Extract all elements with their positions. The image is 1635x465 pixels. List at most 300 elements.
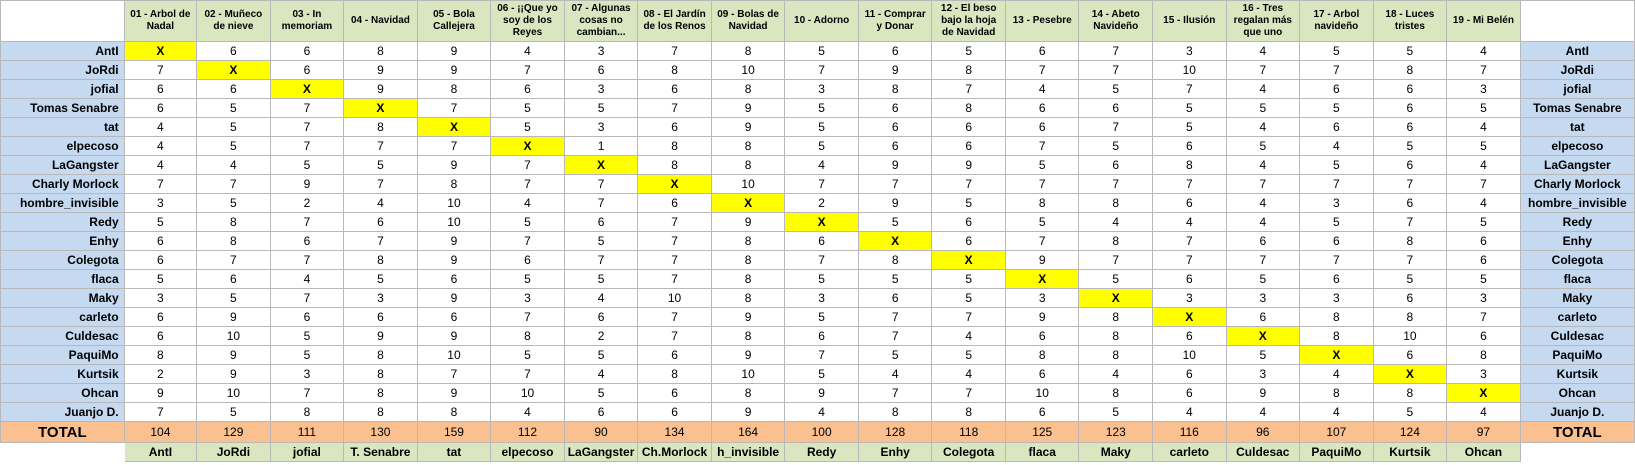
score-cell: 7 [270, 99, 344, 118]
score-cell: 7 [197, 251, 271, 270]
score-cell: 5 [491, 270, 565, 289]
score-cell: 3 [785, 289, 859, 308]
score-cell: 5 [270, 346, 344, 365]
score-cell: 6 [270, 61, 344, 80]
score-cell: 6 [932, 232, 1006, 251]
score-cell: 9 [417, 384, 491, 403]
score-cell: 4 [270, 270, 344, 289]
score-cell: 3 [1226, 365, 1300, 384]
score-cell: 6 [564, 308, 638, 327]
score-cell: 6 [564, 403, 638, 422]
voter-name: Ohcan [1, 384, 125, 403]
score-cell: 3 [1005, 289, 1079, 308]
score-cell: 5 [1005, 156, 1079, 175]
song-author: Kurtsik [1373, 443, 1447, 462]
table-row [1, 213, 1635, 232]
song-title-header [491, 1, 565, 42]
self-vote-mark: X [124, 42, 196, 61]
self-vote-mark: X [1153, 308, 1227, 327]
score-cell: 7 [785, 251, 859, 270]
table-row [1, 308, 1635, 327]
score-cell: 9 [197, 365, 271, 384]
self-vote-mark: X [785, 213, 859, 232]
score-cell: 5 [858, 213, 932, 232]
score-cell: 8 [344, 346, 418, 365]
score-cell: 4 [1447, 194, 1521, 213]
score-cell: 7 [858, 175, 932, 194]
score-cell: 8 [417, 175, 491, 194]
score-cell: 5 [124, 213, 196, 232]
score-cell: 3 [1300, 289, 1374, 308]
total-value: 116 [1153, 422, 1227, 443]
score-cell: 10 [417, 194, 491, 213]
score-cell: 9 [858, 194, 932, 213]
score-cell: 6 [785, 232, 859, 251]
score-cell: 4 [1447, 118, 1521, 137]
score-cell: 4 [1226, 194, 1300, 213]
score-cell: 4 [124, 118, 196, 137]
score-cell: 7 [1373, 175, 1447, 194]
score-cell: 6 [1447, 251, 1521, 270]
song-author: JoRdi [197, 443, 271, 462]
score-cell: 6 [1373, 289, 1447, 308]
score-cell: 5 [491, 346, 565, 365]
score-cell: 5 [564, 270, 638, 289]
score-cell: 8 [124, 346, 196, 365]
score-cell: 7 [417, 365, 491, 384]
score-cell: 7 [785, 346, 859, 365]
score-cell: 6 [932, 213, 1006, 232]
score-cell: 7 [1079, 118, 1153, 137]
score-cell: 4 [1226, 80, 1300, 99]
score-cell: 5 [932, 346, 1006, 365]
score-cell: 5 [564, 346, 638, 365]
score-cell: 7 [491, 232, 565, 251]
score-cell: 6 [1300, 232, 1374, 251]
table-row [1, 384, 1635, 403]
voter-name-right: carleto [1520, 308, 1634, 327]
self-vote-mark: X [344, 99, 418, 118]
score-cell: 9 [711, 213, 785, 232]
author-row-spacer-right [1520, 443, 1634, 462]
total-value: 128 [858, 422, 932, 443]
score-cell: 5 [564, 99, 638, 118]
score-cell: 6 [417, 270, 491, 289]
score-cell: 4 [124, 137, 196, 156]
score-cell: 8 [711, 80, 785, 99]
song-title: 02 - Muñeco de nieve [204, 9, 263, 32]
score-cell: 8 [344, 251, 418, 270]
voter-name: Colegota [1, 251, 125, 270]
song-author: h_invisible [711, 443, 785, 462]
total-value: 134 [638, 422, 712, 443]
score-cell: 3 [1447, 365, 1521, 384]
score-cell: 5 [197, 289, 271, 308]
score-cell: 8 [638, 61, 712, 80]
score-cell: 3 [785, 80, 859, 99]
score-cell: 5 [785, 137, 859, 156]
song-author: Ch.Morlock [638, 443, 712, 462]
score-cell: 4 [1447, 403, 1521, 422]
total-value: 104 [124, 422, 196, 443]
score-cell: 7 [638, 99, 712, 118]
score-cell: 4 [785, 156, 859, 175]
score-cell: 5 [785, 118, 859, 137]
score-cell: 8 [1300, 308, 1374, 327]
score-cell: 8 [1079, 384, 1153, 403]
score-cell: 6 [638, 194, 712, 213]
self-vote-mark: X [1373, 365, 1447, 384]
score-cell: 8 [1005, 194, 1079, 213]
score-cell: 8 [711, 289, 785, 308]
score-cell: 5 [1079, 403, 1153, 422]
score-cell: 5 [1447, 213, 1521, 232]
song-title: 19 - Mi Belén [1452, 15, 1514, 26]
score-cell: 8 [858, 251, 932, 270]
score-cell: 6 [270, 42, 344, 61]
song-author: PaquiMo [1300, 443, 1374, 462]
score-cell: 9 [197, 346, 271, 365]
score-cell: 10 [711, 61, 785, 80]
song-title-header [638, 1, 712, 42]
score-cell: 5 [932, 270, 1006, 289]
score-cell: 9 [1005, 251, 1079, 270]
score-cell: 6 [124, 251, 196, 270]
voter-name-right: Kurtsik [1520, 365, 1634, 384]
voter-name: jofial [1, 80, 125, 99]
score-cell: 7 [491, 61, 565, 80]
voter-name: Enhy [1, 232, 125, 251]
score-cell: 2 [270, 194, 344, 213]
score-cell: 5 [1153, 118, 1227, 137]
voter-name-right: Maky [1520, 289, 1634, 308]
voter-name-right: jofial [1520, 80, 1634, 99]
score-cell: 3 [124, 289, 196, 308]
score-cell: 6 [638, 346, 712, 365]
score-cell: 7 [1373, 251, 1447, 270]
score-cell: 4 [564, 289, 638, 308]
score-cell: 8 [1447, 346, 1521, 365]
score-cell: 5 [785, 42, 859, 61]
score-cell: 7 [1153, 80, 1227, 99]
score-cell: 5 [197, 194, 271, 213]
voter-name: elpecoso [1, 137, 125, 156]
score-cell: 4 [197, 156, 271, 175]
score-cell: 5 [932, 42, 1006, 61]
table-row [1, 251, 1635, 270]
score-cell: 7 [1226, 61, 1300, 80]
score-cell: 6 [197, 270, 271, 289]
score-cell: 8 [270, 403, 344, 422]
song-title-header [344, 1, 418, 42]
song-title: 17 - Arbol navideño [1313, 9, 1360, 32]
score-cell: 6 [932, 118, 1006, 137]
voter-name: carleto [1, 308, 125, 327]
score-cell: 9 [417, 61, 491, 80]
score-cell: 7 [270, 137, 344, 156]
score-cell: 7 [270, 384, 344, 403]
header-row [1, 1, 1635, 42]
score-cell: 5 [491, 99, 565, 118]
score-cell: 7 [785, 175, 859, 194]
score-cell: 7 [638, 232, 712, 251]
voter-name-right: Ohcan [1520, 384, 1634, 403]
song-author: Redy [785, 443, 859, 462]
author-row [1, 443, 1635, 462]
score-cell: 7 [1079, 251, 1153, 270]
score-cell: 4 [785, 403, 859, 422]
score-cell: 6 [1153, 137, 1227, 156]
score-cell: 5 [270, 327, 344, 346]
score-cell: 6 [932, 137, 1006, 156]
song-title-header [1079, 1, 1153, 42]
score-cell: 5 [932, 194, 1006, 213]
song-author: AntI [124, 443, 196, 462]
score-cell: 8 [1005, 346, 1079, 365]
voter-name: Charly Morlock [1, 175, 125, 194]
score-cell: 8 [1079, 194, 1153, 213]
score-cell: 10 [1005, 384, 1079, 403]
score-cell: 9 [711, 346, 785, 365]
voter-name-right: elpecoso [1520, 137, 1634, 156]
score-cell: 5 [858, 270, 932, 289]
score-cell: 6 [638, 403, 712, 422]
score-cell: 5 [1373, 403, 1447, 422]
score-cell: 10 [417, 346, 491, 365]
self-vote-mark: X [711, 194, 785, 213]
score-cell: 6 [1373, 118, 1447, 137]
score-cell: 6 [1153, 270, 1227, 289]
table-row [1, 137, 1635, 156]
score-cell: 7 [1153, 232, 1227, 251]
score-cell: 8 [344, 118, 418, 137]
score-cell: 7 [1079, 175, 1153, 194]
score-cell: 4 [1226, 118, 1300, 137]
score-cell: 6 [1373, 80, 1447, 99]
song-title: 07 - Algunas cosas no cambian... [571, 3, 631, 38]
voter-name-right: Juanjo D. [1520, 403, 1634, 422]
score-cell: 5 [197, 137, 271, 156]
score-cell: 9 [417, 156, 491, 175]
score-cell: 6 [124, 327, 196, 346]
self-vote-mark: X [564, 156, 638, 175]
table-row [1, 61, 1635, 80]
score-cell: 7 [1079, 61, 1153, 80]
score-cell: 10 [197, 327, 271, 346]
song-title: 18 - Luces tristes [1385, 9, 1435, 32]
score-cell: 10 [638, 289, 712, 308]
score-cell: 9 [417, 289, 491, 308]
score-cell: 6 [197, 42, 271, 61]
score-cell: 10 [197, 384, 271, 403]
score-cell: 8 [344, 384, 418, 403]
total-label-right: TOTAL [1520, 422, 1634, 443]
score-cell: 8 [1373, 308, 1447, 327]
total-value: 107 [1300, 422, 1374, 443]
score-cell: 5 [1447, 270, 1521, 289]
score-cell: 9 [711, 118, 785, 137]
table-row [1, 327, 1635, 346]
table-row [1, 80, 1635, 99]
score-cell: 6 [785, 327, 859, 346]
song-title-header [564, 1, 638, 42]
song-title-header [417, 1, 491, 42]
total-value: 130 [344, 422, 418, 443]
score-cell: 3 [564, 118, 638, 137]
score-cell: 7 [270, 251, 344, 270]
score-cell: 4 [1300, 137, 1374, 156]
table-row [1, 118, 1635, 137]
score-cell: 6 [270, 308, 344, 327]
table-row [1, 42, 1635, 61]
score-cell: 9 [270, 175, 344, 194]
total-value: 112 [491, 422, 565, 443]
score-cell: 6 [1005, 403, 1079, 422]
score-cell: 6 [417, 308, 491, 327]
voter-name-right: Redy [1520, 213, 1634, 232]
score-cell: 3 [564, 80, 638, 99]
score-cell: 7 [564, 175, 638, 194]
song-title-header [1005, 1, 1079, 42]
score-cell: 9 [417, 42, 491, 61]
score-cell: 7 [1447, 308, 1521, 327]
self-vote-mark: X [1447, 384, 1521, 403]
score-cell: 4 [932, 327, 1006, 346]
score-cell: 5 [491, 118, 565, 137]
score-cell: 5 [491, 213, 565, 232]
score-cell: 9 [1005, 308, 1079, 327]
score-cell: 5 [344, 270, 418, 289]
score-cell: 7 [344, 175, 418, 194]
score-cell: 7 [785, 61, 859, 80]
song-author: Ohcan [1447, 443, 1521, 462]
score-cell: 6 [1226, 232, 1300, 251]
song-title-header [1300, 1, 1374, 42]
song-title: 03 - In memoriam [281, 9, 333, 32]
score-cell: 6 [1153, 384, 1227, 403]
total-value: 97 [1447, 422, 1521, 443]
score-cell: 7 [1300, 175, 1374, 194]
score-cell: 9 [711, 308, 785, 327]
score-cell: 4 [491, 194, 565, 213]
score-cell: 7 [1153, 251, 1227, 270]
score-cell: 8 [1079, 346, 1153, 365]
song-title-header [711, 1, 785, 42]
score-cell: 8 [344, 365, 418, 384]
score-cell: 4 [1005, 80, 1079, 99]
score-cell: 9 [197, 308, 271, 327]
table-row [1, 365, 1635, 384]
score-cell: 7 [124, 403, 196, 422]
score-cell: 7 [344, 232, 418, 251]
score-cell: 5 [197, 99, 271, 118]
score-cell: 4 [1226, 42, 1300, 61]
score-cell: 5 [1373, 137, 1447, 156]
song-author: jofial [270, 443, 344, 462]
score-cell: 7 [270, 213, 344, 232]
score-cell: 8 [711, 137, 785, 156]
score-cell: 3 [1153, 42, 1227, 61]
score-cell: 8 [711, 156, 785, 175]
score-cell: 5 [270, 156, 344, 175]
song-title: 09 - Bolas de Navidad [717, 9, 779, 32]
score-cell: 6 [344, 308, 418, 327]
score-cell: 7 [1005, 175, 1079, 194]
score-cell: 5 [785, 99, 859, 118]
song-title-header [197, 1, 271, 42]
voter-name-right: Colegota [1520, 251, 1634, 270]
score-cell: 7 [638, 42, 712, 61]
score-cell: 8 [417, 80, 491, 99]
song-title: 05 - Bola Callejera [433, 9, 475, 32]
score-cell: 6 [1005, 327, 1079, 346]
score-cell: 5 [785, 365, 859, 384]
score-cell: 7 [638, 308, 712, 327]
table-row [1, 232, 1635, 251]
score-cell: 4 [1226, 156, 1300, 175]
score-cell: 7 [858, 327, 932, 346]
self-vote-mark: X [197, 61, 271, 80]
self-vote-mark: X [1226, 327, 1300, 346]
total-value: 118 [932, 422, 1006, 443]
table-row [1, 346, 1635, 365]
score-cell: 5 [785, 308, 859, 327]
song-title-header [1373, 1, 1447, 42]
score-cell: 6 [1373, 346, 1447, 365]
score-cell: 3 [1153, 289, 1227, 308]
song-author: carleto [1153, 443, 1227, 462]
score-cell: 7 [932, 80, 1006, 99]
score-cell: 8 [1079, 327, 1153, 346]
score-cell: 4 [1447, 42, 1521, 61]
total-value: 90 [564, 422, 638, 443]
score-cell: 1 [564, 137, 638, 156]
score-cell: 6 [124, 80, 196, 99]
score-cell: 7 [1447, 175, 1521, 194]
score-cell: 5 [344, 156, 418, 175]
score-cell: 5 [858, 346, 932, 365]
score-cell: 7 [1005, 232, 1079, 251]
song-title-header [270, 1, 344, 42]
score-cell: 6 [491, 251, 565, 270]
table-row [1, 403, 1635, 422]
total-value: 164 [711, 422, 785, 443]
voter-name: LaGangster [1, 156, 125, 175]
score-cell: 4 [1153, 213, 1227, 232]
score-cell: 7 [858, 384, 932, 403]
score-cell: 6 [197, 80, 271, 99]
score-cell: 6 [124, 99, 196, 118]
score-cell: 9 [711, 403, 785, 422]
song-author: LaGangster [564, 443, 638, 462]
score-cell: 6 [638, 384, 712, 403]
total-value: 111 [270, 422, 344, 443]
score-cell: 2 [124, 365, 196, 384]
score-cell: 7 [491, 156, 565, 175]
song-title: 10 - Adorno [794, 15, 850, 26]
table-row [1, 270, 1635, 289]
score-cell: 5 [1373, 270, 1447, 289]
score-cell: 8 [197, 213, 271, 232]
score-cell: 6 [344, 213, 418, 232]
score-cell: 6 [858, 289, 932, 308]
score-cell: 5 [1005, 213, 1079, 232]
song-title-header [1153, 1, 1227, 42]
score-cell: 8 [711, 232, 785, 251]
voter-name: Redy [1, 213, 125, 232]
score-cell: 4 [564, 365, 638, 384]
score-cell: 6 [1373, 194, 1447, 213]
